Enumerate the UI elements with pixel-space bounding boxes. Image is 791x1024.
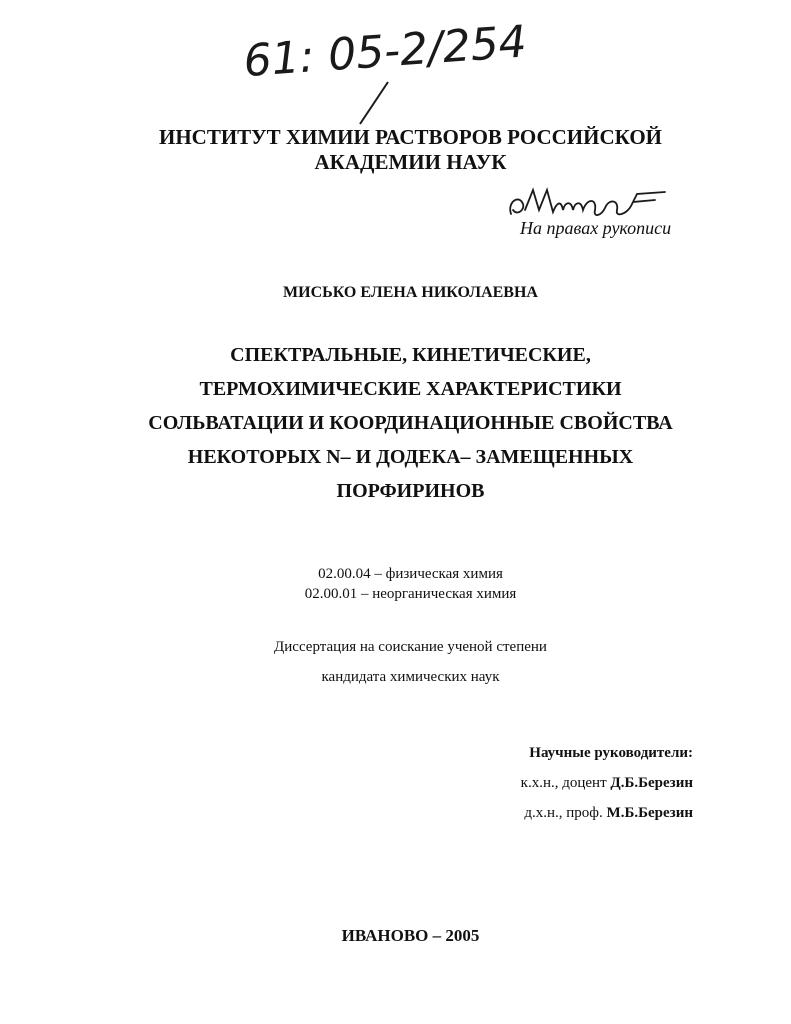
degree-line-2: кандидата химических наук	[321, 669, 500, 685]
advisor-name: Д.Б.Березин	[610, 775, 693, 791]
handwritten-stroke	[360, 82, 388, 124]
advisor-row	[521, 798, 693, 828]
advisor-row	[521, 768, 693, 798]
advisor-name: М.Б.Березин	[606, 805, 693, 821]
handwritten-archive-number	[240, 16, 529, 132]
city-year: ИВАНОВО – 2005	[341, 926, 480, 945]
specialty-codes	[0, 564, 791, 604]
institute-line-2: АКАДЕМИИ НАУК	[314, 150, 507, 174]
title-line: СОЛЬВАТАЦИИ И КООРДИНАЦИОННЫЕ СВОЙСТВА	[148, 412, 673, 434]
title-line: СПЕКТРАЛЬНЫЕ, КИНЕТИЧЕСКИЕ,	[230, 344, 591, 366]
advisor-title: к.х.н., доцент	[520, 775, 611, 791]
advisors-heading: Научные руководители:	[529, 745, 693, 761]
advisor-title: д.х.н., проф.	[524, 805, 607, 821]
handwritten-number-text: 61: 05-2/254	[241, 16, 529, 88]
institute-name	[0, 125, 791, 175]
scientific-advisors	[521, 738, 693, 828]
handwritten-number-drawing	[240, 16, 529, 132]
specialty-line: 02.00.01 – неорганическая химия	[304, 586, 517, 602]
rights-label: На правах рукописи	[520, 218, 672, 238]
signature-stroke	[510, 190, 665, 215]
title-line: ПОРФИРИНОВ	[336, 480, 485, 502]
title-line: НЕКОТОРЫХ N– И ДОДЕКА– ЗАМЕЩЕННЫХ	[187, 446, 634, 468]
specialty-line: 02.00.04 – физическая химия	[318, 566, 503, 582]
degree-line-1: Диссертация на соискание ученой степени	[274, 639, 547, 655]
institute-line-1: ИНСТИТУТ ХИМИИ РАСТВОРОВ РОССИЙСКОЙ	[159, 125, 662, 149]
dissertation-title	[0, 338, 791, 508]
degree-statement	[0, 632, 791, 692]
title-line: ТЕРМОХИМИЧЕСКИЕ ХАРАКТЕРИСТИКИ	[199, 378, 622, 400]
author-name: МИСЬКО ЕЛЕНА НИКОЛАЕВНА	[283, 284, 538, 301]
